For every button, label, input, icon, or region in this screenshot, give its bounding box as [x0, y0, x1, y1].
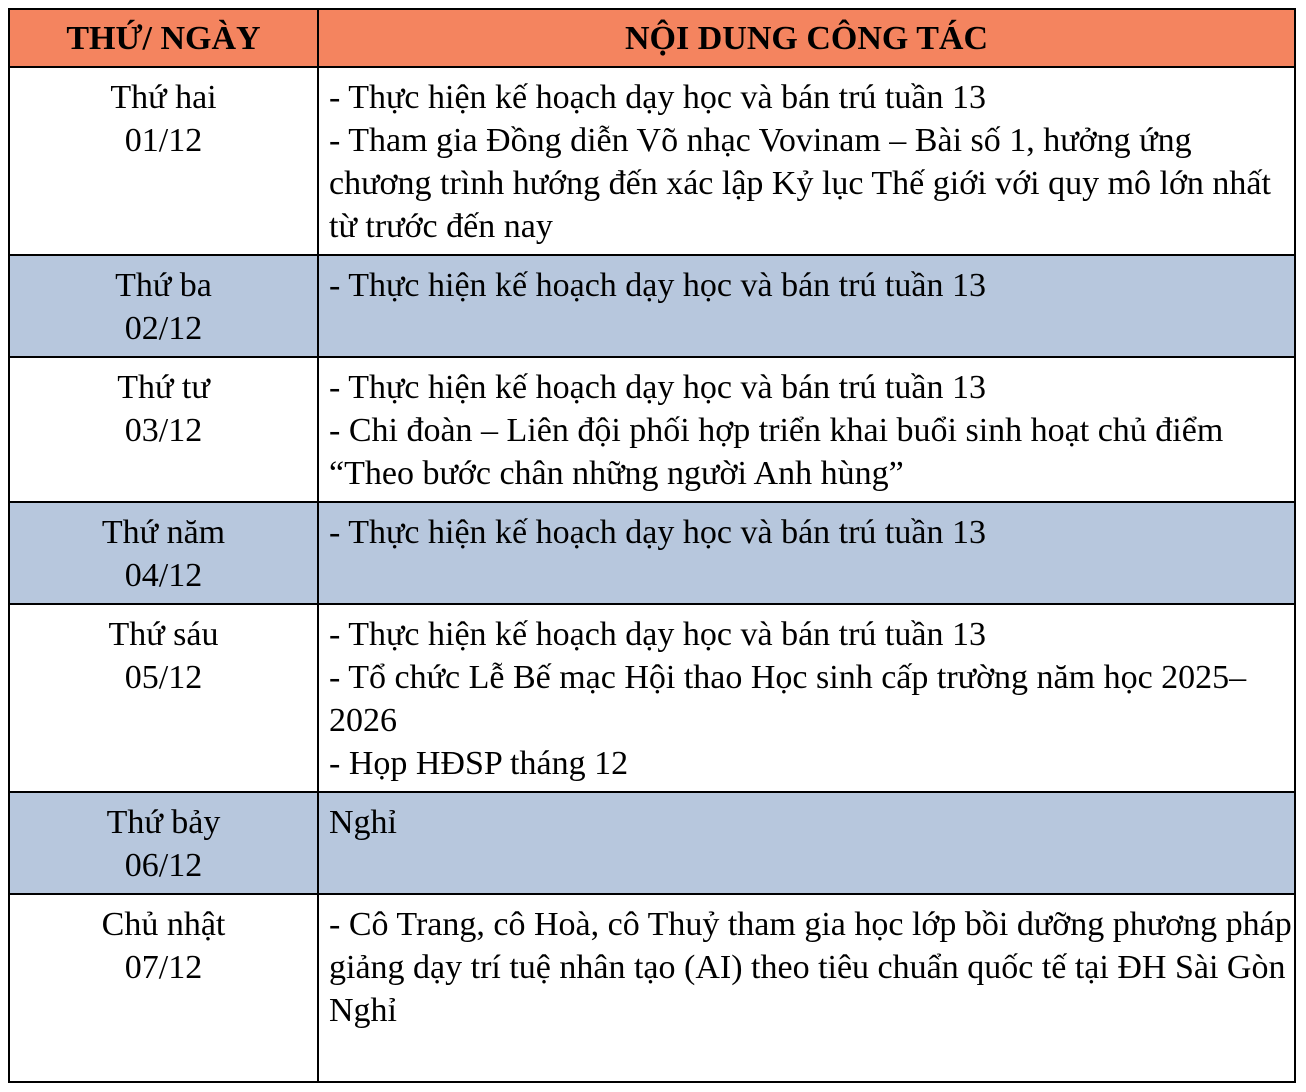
content-cell — [318, 255, 1295, 357]
day-cell — [9, 604, 318, 792]
content-cell — [318, 357, 1295, 502]
content-cell — [318, 604, 1295, 792]
day-date: 06/12 — [124, 847, 203, 884]
task-item: - Tổ chức Lễ Bế mạc Hội thao Học sinh cấp trường năm học 2025–2026 — [329, 659, 1247, 739]
day-cell — [9, 255, 318, 357]
table-header-row — [9, 9, 1295, 67]
day-name: Thứ hai — [110, 79, 217, 116]
day-name: Chủ nhật — [101, 906, 226, 943]
day-cell — [9, 67, 318, 255]
day-date: 05/12 — [124, 659, 203, 696]
header-content-column: NỘI DUNG CÔNG TÁC — [318, 9, 1295, 67]
task-item: - Cô Trang, cô Hoà, cô Thuỷ tham gia học lớp bồi dưỡng phương pháp giảng dạy trí tuệ nhân tạo (AI) theo tiêu chuẩn quốc tế tại ĐH Sài Gòn — [329, 906, 1292, 986]
day-date: 01/12 — [124, 122, 203, 159]
day-cell — [9, 502, 318, 604]
table-row — [9, 357, 1295, 502]
task-item: Nghỉ — [329, 992, 397, 1029]
weekly-schedule-table — [8, 8, 1296, 1083]
day-name: Thứ tư — [117, 369, 210, 406]
day-cell — [9, 792, 318, 894]
task-item: - Thực hiện kế hoạch dạy học và bán trú tuần 13 — [329, 79, 986, 116]
task-item: - Thực hiện kế hoạch dạy học và bán trú tuần 13 — [329, 616, 986, 653]
header-day-column: THỨ/ NGÀY — [9, 9, 318, 67]
day-name: Thứ bảy — [106, 804, 221, 841]
day-name: Thứ ba — [115, 267, 212, 304]
day-date: 03/12 — [124, 412, 203, 449]
content-cell — [318, 67, 1295, 255]
task-item: Nghỉ — [329, 804, 397, 841]
table-row — [9, 792, 1295, 894]
day-date: 02/12 — [124, 310, 203, 347]
day-cell — [9, 894, 318, 1082]
task-item: - Thực hiện kế hoạch dạy học và bán trú tuần 13 — [329, 369, 986, 406]
table-row — [9, 255, 1295, 357]
day-date: 04/12 — [124, 557, 203, 594]
task-item: - Tham gia Đồng diễn Võ nhạc Vovinam – Bài số 1, hưởng ứng chương trình hướng đến xác lập Kỷ lục Thế giới với quy mô lớn nhất từ trước đến nay — [329, 122, 1271, 245]
task-item: - Thực hiện kế hoạch dạy học và bán trú tuần 13 — [329, 514, 986, 551]
day-cell — [9, 357, 318, 502]
day-name: Thứ sáu — [108, 616, 219, 653]
task-item: - Thực hiện kế hoạch dạy học và bán trú tuần 13 — [329, 267, 986, 304]
day-name: Thứ năm — [101, 514, 226, 551]
table-row — [9, 894, 1295, 1082]
content-cell — [318, 502, 1295, 604]
task-item: - Chi đoàn – Liên đội phối hợp triển khai buổi sinh hoạt chủ điểm “Theo bước chân những người Anh hùng” — [329, 412, 1224, 492]
table-row — [9, 67, 1295, 255]
content-cell — [318, 894, 1295, 1082]
table-row — [9, 502, 1295, 604]
table-row — [9, 604, 1295, 792]
content-cell — [318, 792, 1295, 894]
day-date: 07/12 — [124, 949, 203, 986]
task-item: - Họp HĐSP tháng 12 — [329, 745, 629, 782]
